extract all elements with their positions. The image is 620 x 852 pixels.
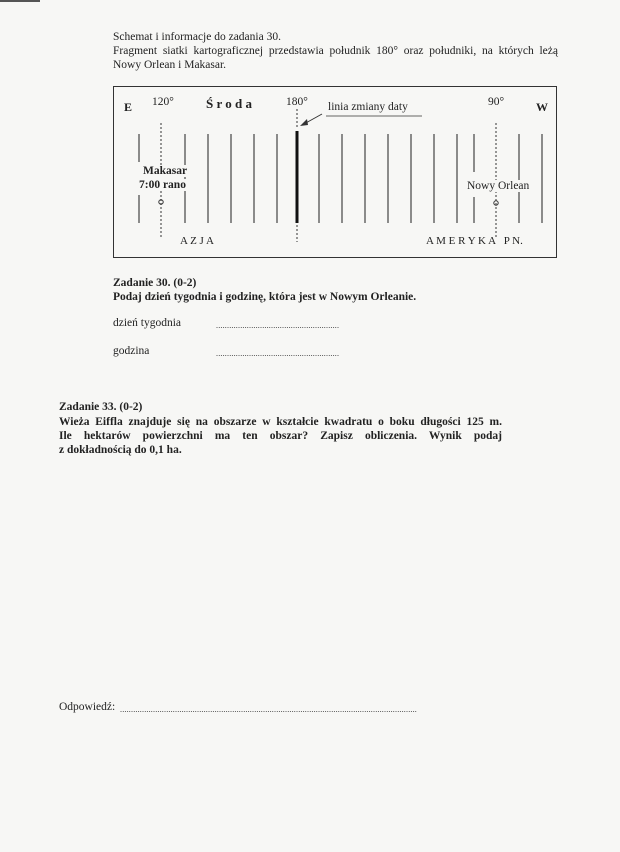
task33-line-3: z dokładnością do 0,1 ha. (59, 444, 182, 456)
time-makasar: 7:00 rano (139, 179, 186, 191)
city-nowy-orlean: Nowy Orlean (467, 180, 530, 192)
answer-label: Odpowiedź: (59, 701, 116, 713)
task30-title: Zadanie 30. (0-2) (113, 277, 197, 289)
city-makasar: Makasar (143, 165, 188, 177)
continent-asia: A Z J A (180, 235, 214, 247)
intro-line-3: Nowy Orlean i Makasar. (113, 59, 227, 71)
intro-line-2: Fragment siatki kartograficznej przedstawia południk 180° oraz południki, na których leżą (113, 45, 558, 57)
task30-label-hour: godzina (113, 345, 150, 357)
longitude-180: 180° (286, 96, 308, 108)
date-line-arrowhead (300, 119, 308, 126)
longitude-120: 120° (152, 96, 174, 108)
meridian-diagram (113, 86, 557, 258)
date-line-underline (326, 115, 426, 118)
task30-answer-day-field[interactable]: ........................................................ (216, 321, 340, 330)
task33-title: Zadanie 33. (0-2) (59, 401, 143, 413)
task30-answer-hour-field[interactable]: ........................................................ (216, 349, 340, 358)
task30-label-day: dzień tygodnia (113, 317, 182, 329)
date-line-label: linia zmiany daty (328, 101, 408, 113)
task33-line-1: Wieża Eiffla znajduje się na obszarze w kształcie kwadratu o boku długości 125 m. (59, 416, 502, 428)
task33-line-2: Ile hektarów powierzchni ma ten obszar? Zapisz obliczenia. Wynik podaj (59, 430, 502, 442)
direction-west: W (536, 100, 548, 114)
longitude-90: 90° (488, 96, 505, 108)
day-label: Ś r o d a (206, 96, 252, 111)
task30-question: Podaj dzień tygodnia i godzinę, która jest w Nowym Orleanie. (113, 291, 417, 303)
continent-north-america: A M E R Y K A P N. (426, 235, 523, 247)
top-edge-line (0, 0, 40, 2)
direction-east: E (124, 100, 133, 114)
answer-field[interactable]: ....................................................................................................................................... (120, 705, 417, 714)
intro-line-1: Schemat i informacje do zadania 30. (113, 31, 281, 43)
